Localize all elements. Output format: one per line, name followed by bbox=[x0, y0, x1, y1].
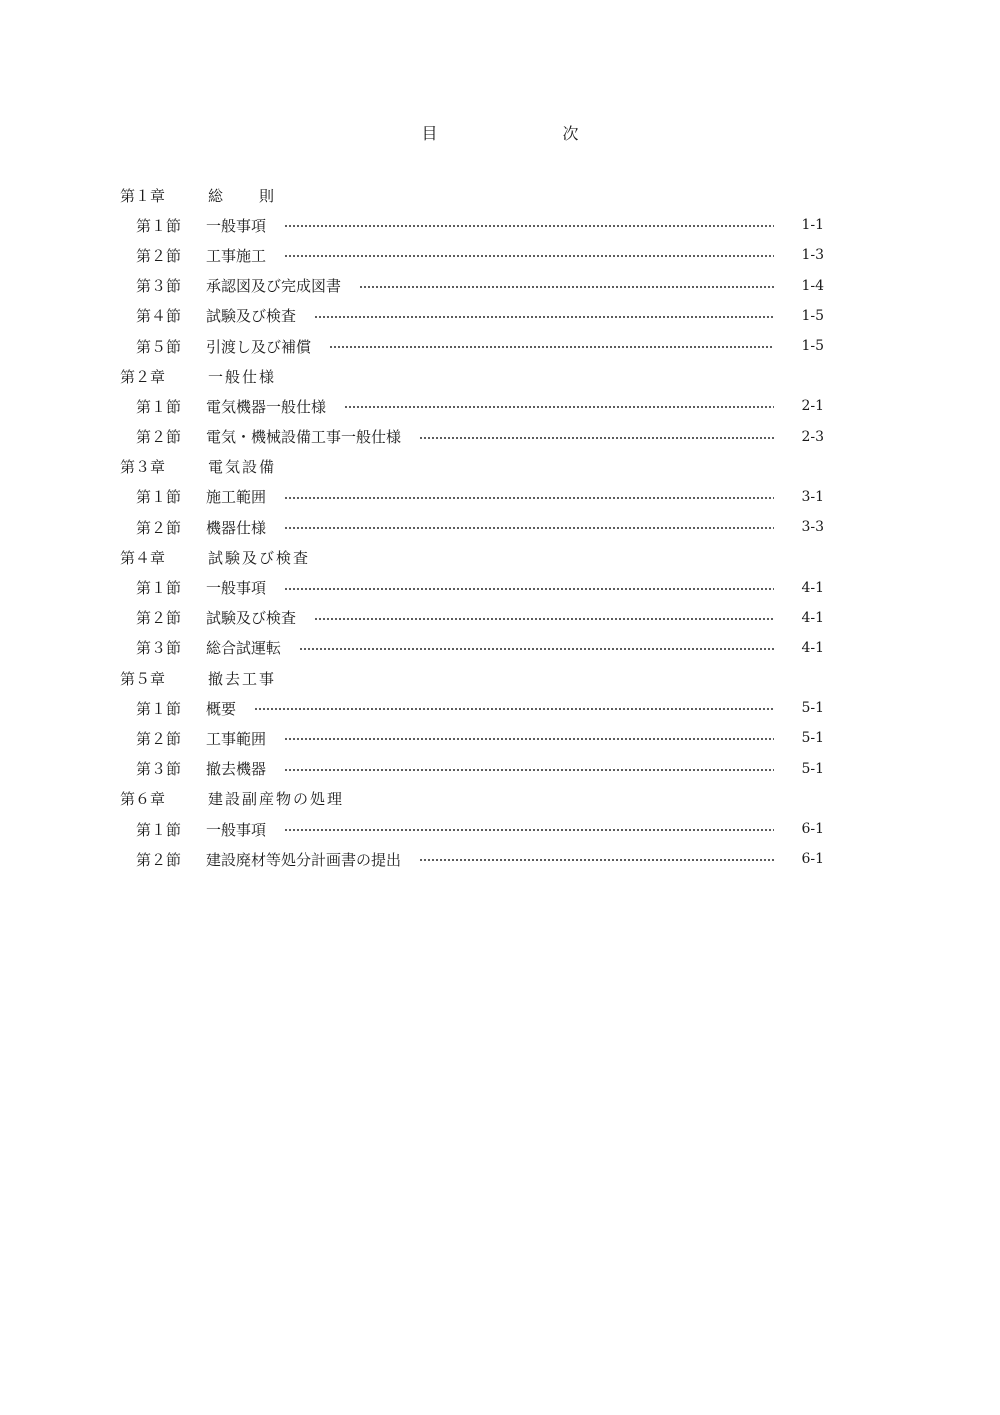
page-reference: 4-1 bbox=[801, 639, 824, 656]
chapter-number: 第３章 bbox=[120, 458, 166, 477]
section-title: 機器仕様 bbox=[206, 518, 267, 537]
dot-leader bbox=[329, 346, 774, 348]
chapter-title: 一般仕様 bbox=[208, 367, 277, 386]
toc-section[interactable] bbox=[120, 391, 824, 421]
toc-section[interactable] bbox=[120, 482, 824, 512]
toc-chapter[interactable] bbox=[120, 361, 824, 391]
section-number: 第４節 bbox=[136, 307, 182, 326]
dot-leader bbox=[284, 255, 774, 257]
toc-section[interactable] bbox=[120, 301, 824, 331]
toc-section[interactable] bbox=[120, 814, 824, 844]
toc-section[interactable] bbox=[120, 603, 824, 633]
section-number: 第３節 bbox=[136, 760, 182, 779]
dot-leader bbox=[344, 406, 774, 408]
page-reference: 6-1 bbox=[801, 821, 824, 838]
section-title: 撤去機器 bbox=[206, 760, 267, 779]
section-title: 総合試運転 bbox=[206, 639, 282, 658]
page-reference: 1-1 bbox=[801, 217, 824, 234]
table-of-contents bbox=[120, 180, 824, 874]
section-title: 施工範囲 bbox=[206, 488, 267, 507]
page-reference: 6-1 bbox=[801, 851, 824, 868]
section-number: 第３節 bbox=[136, 639, 182, 658]
section-number: 第３節 bbox=[136, 277, 182, 296]
dot-leader bbox=[284, 588, 774, 590]
chapter-title: 建設副産物の処理 bbox=[208, 790, 345, 809]
page-reference: 5-1 bbox=[801, 760, 824, 777]
dot-leader bbox=[284, 829, 774, 831]
dot-leader bbox=[284, 738, 774, 740]
toc-section[interactable] bbox=[120, 572, 824, 602]
toc-section[interactable] bbox=[120, 240, 824, 270]
page-reference: 5-1 bbox=[801, 730, 824, 747]
page-reference: 1-3 bbox=[801, 247, 824, 264]
toc-section[interactable] bbox=[120, 754, 824, 784]
section-number: 第５節 bbox=[136, 337, 182, 356]
chapter-number: 第５章 bbox=[120, 669, 166, 688]
section-number: 第１節 bbox=[136, 216, 182, 235]
section-title: 電気・機械設備工事一般仕様 bbox=[206, 428, 402, 447]
page-reference: 3-3 bbox=[801, 519, 824, 536]
section-number: 第１節 bbox=[136, 699, 182, 718]
toc-section[interactable] bbox=[120, 210, 824, 240]
chapter-title: 試験及び検査 bbox=[208, 548, 311, 567]
toc-section[interactable] bbox=[120, 512, 824, 542]
section-title: 電気機器一般仕様 bbox=[206, 397, 327, 416]
section-title: 試験及び検査 bbox=[206, 307, 297, 326]
dot-leader bbox=[284, 527, 774, 529]
section-number: 第２節 bbox=[136, 518, 182, 537]
section-number: 第１節 bbox=[136, 397, 182, 416]
toc-chapter[interactable] bbox=[120, 784, 824, 814]
toc-section[interactable] bbox=[120, 271, 824, 301]
dot-leader bbox=[299, 648, 774, 650]
chapter-number: 第２章 bbox=[120, 367, 166, 386]
section-title: 一般事項 bbox=[206, 216, 267, 235]
section-number: 第２節 bbox=[136, 729, 182, 748]
section-number: 第２節 bbox=[136, 428, 182, 447]
dot-leader bbox=[284, 497, 774, 499]
toc-section[interactable] bbox=[120, 422, 824, 452]
page-reference: 1-5 bbox=[801, 307, 824, 324]
dot-leader bbox=[419, 437, 774, 439]
toc-section[interactable] bbox=[120, 633, 824, 663]
toc-chapter[interactable] bbox=[120, 180, 824, 210]
section-number: 第２節 bbox=[136, 609, 182, 628]
section-number: 第１節 bbox=[136, 488, 182, 507]
toc-section[interactable] bbox=[120, 723, 824, 753]
chapter-title: 撤去工事 bbox=[208, 669, 277, 688]
dot-leader bbox=[254, 708, 774, 710]
section-title: 引渡し及び補償 bbox=[206, 337, 312, 356]
dot-leader bbox=[419, 859, 774, 861]
section-title: 一般事項 bbox=[206, 579, 267, 598]
chapter-number: 第４章 bbox=[120, 548, 166, 567]
toc-chapter[interactable] bbox=[120, 452, 824, 482]
page-reference: 1-4 bbox=[801, 277, 824, 294]
section-number: 第１節 bbox=[136, 820, 182, 839]
page-reference: 2-1 bbox=[801, 398, 824, 415]
page-reference: 1-5 bbox=[801, 338, 824, 355]
page-reference: 5-1 bbox=[801, 700, 824, 717]
chapter-title: 総 則 bbox=[208, 186, 277, 205]
page-reference: 4-1 bbox=[801, 579, 824, 596]
dot-leader bbox=[314, 316, 774, 318]
page-reference: 3-1 bbox=[801, 488, 824, 505]
toc-section[interactable] bbox=[120, 693, 824, 723]
page-reference: 2-3 bbox=[801, 428, 824, 445]
chapter-number: 第６章 bbox=[120, 790, 166, 809]
chapter-title: 電気設備 bbox=[208, 458, 277, 477]
section-title: 工事範囲 bbox=[206, 729, 267, 748]
dot-leader bbox=[359, 286, 774, 288]
section-number: 第２節 bbox=[136, 850, 182, 869]
dot-leader bbox=[284, 225, 774, 227]
toc-section[interactable] bbox=[120, 331, 824, 361]
toc-chapter[interactable] bbox=[120, 542, 824, 572]
toc-chapter[interactable] bbox=[120, 663, 824, 693]
section-title: 一般事項 bbox=[206, 820, 267, 839]
section-number: 第１節 bbox=[136, 579, 182, 598]
section-number: 第２節 bbox=[136, 246, 182, 265]
section-title: 建設廃材等処分計画書の提出 bbox=[206, 850, 402, 869]
dot-leader bbox=[284, 769, 774, 771]
chapter-number: 第１章 bbox=[120, 186, 166, 205]
section-title: 概要 bbox=[206, 699, 237, 718]
section-title: 承認図及び完成図書 bbox=[206, 277, 342, 296]
section-title: 工事施工 bbox=[206, 246, 267, 265]
page-reference: 4-1 bbox=[801, 609, 824, 626]
dot-leader bbox=[314, 618, 774, 620]
toc-section[interactable] bbox=[120, 844, 824, 874]
toc-title: 目 次 bbox=[421, 124, 639, 143]
section-title: 試験及び検査 bbox=[206, 609, 297, 628]
